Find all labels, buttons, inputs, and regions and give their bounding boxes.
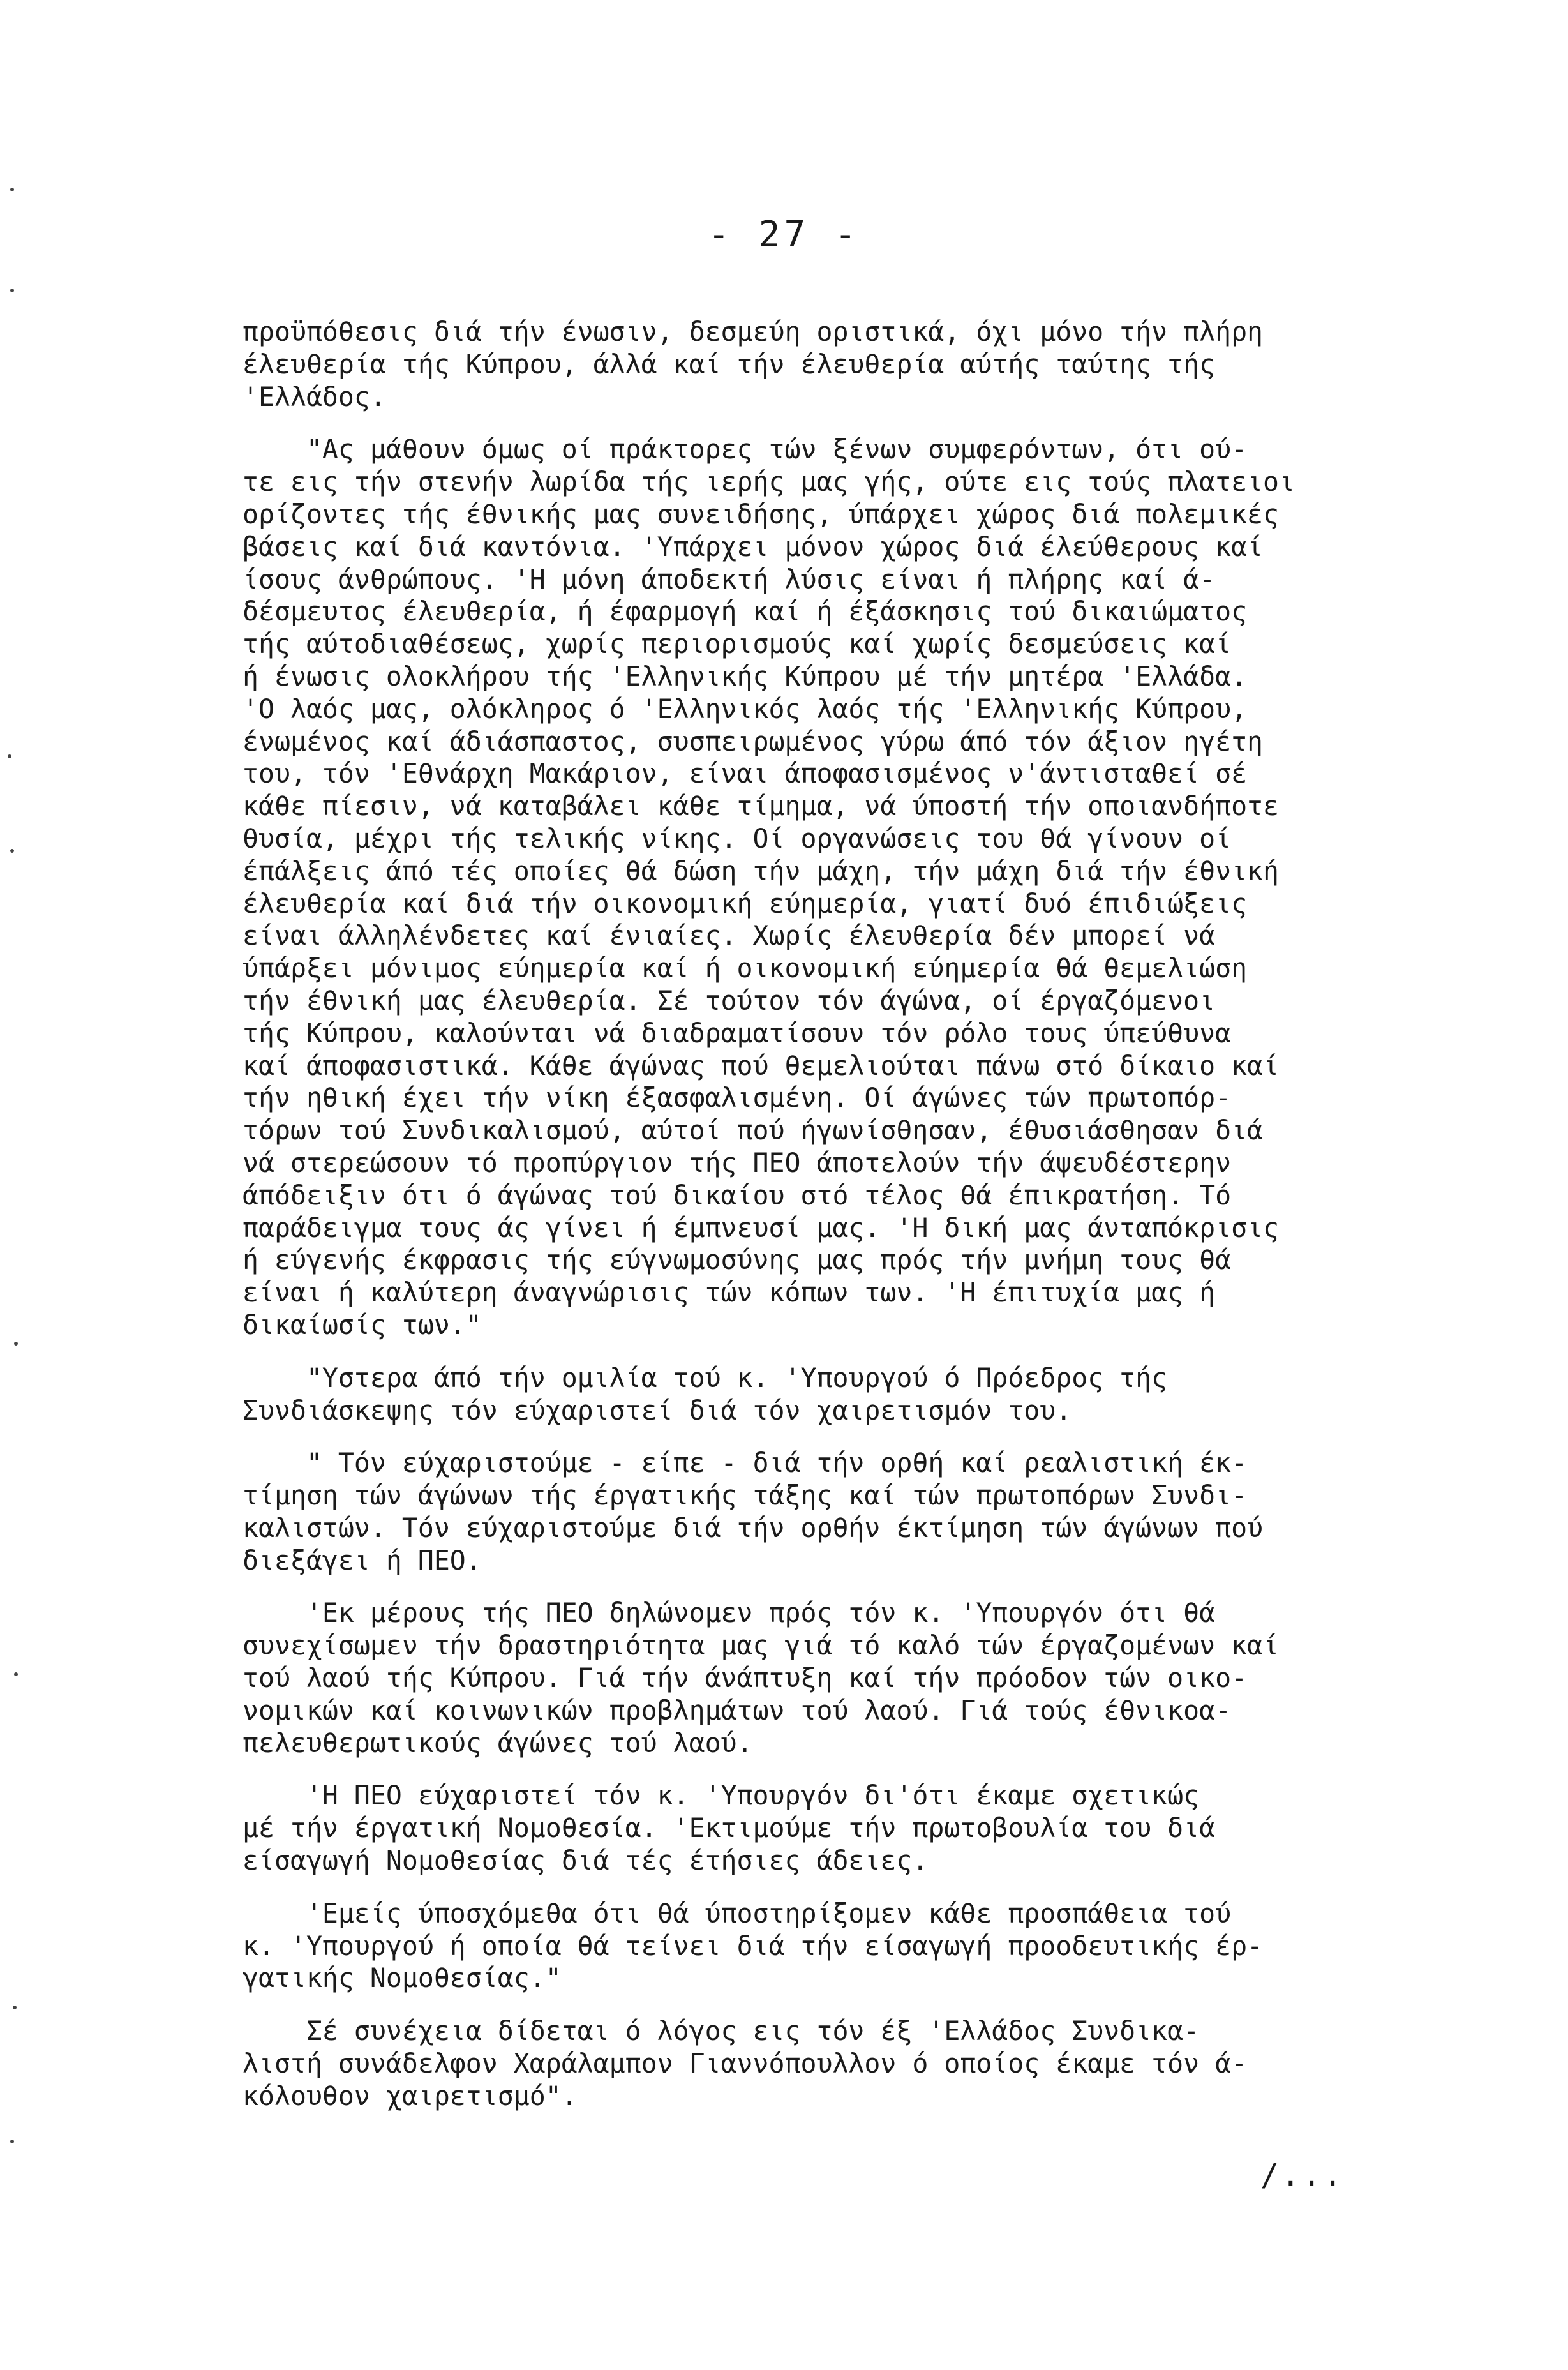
paragraph — [243, 1780, 1506, 1877]
margin-speck — [14, 1342, 18, 1346]
text-line: θυσία, μέχρι τής τελικής νίκης. Οί οργανώσεις του θά γίνουν οί — [243, 822, 1232, 854]
paragraph — [243, 433, 1506, 1341]
paragraph — [243, 2015, 1506, 2112]
text-line: τε εις τήν στενήν λωρίδα τής ιερής μας γής, ούτε εις τούς πλατειοι — [243, 466, 1295, 498]
text-line: κάθε πίεσιν, νά καταβάλει κάθε τίμημα, νά ύποστή τήν οποιανδήποτε — [243, 790, 1280, 822]
text-line: 'Ελλάδος. — [243, 380, 386, 412]
text-line: 'Εμείς ύποσχόμεθα ότι θά ύποστηρίξομεν κάθε προσπάθεια τού — [243, 1897, 1232, 1929]
text-line: έλευθερία καί διά τήν οικονομική εύημερία, γιατί δυό έπιδιώξεις — [243, 887, 1248, 919]
paragraph — [243, 1362, 1506, 1427]
margin-speck — [10, 188, 14, 191]
text-line: είναι άλληλένδετες καί ένιαίες. Χωρίς έλευθερία δέν μπορεί νά — [243, 920, 1216, 952]
text-line: κ. 'Υπουργού ή οποία θά τείνει διά τήν είσαγωγή προοδευτικής έρ- — [243, 1930, 1264, 1961]
text-line: ίσους άνθρώπους. 'Η μόνη άποδεκτή λύσις είναι ή πλήρης καί ά- — [243, 563, 1216, 595]
continuation-mark: /... — [1260, 2157, 1345, 2193]
text-line: Σέ συνέχεια δίδεται ό λόγος εις τόν έξ 'Ελλάδος Συνδικα- — [243, 2015, 1200, 2047]
text-line: 'Ο λαός μας, ολόκληρος ό 'Ελληνικός λαός τής 'Ελληνικής Κύπρου, — [243, 693, 1248, 724]
text-line: κόλουθον χαιρετισμό". — [243, 2080, 578, 2111]
text-line: " Τόν εύχαριστούμε - είπε - διά τήν ορθή καί ρεαλιστική έκ- — [243, 1447, 1248, 1479]
text-line: νομικών καί κοινωνικών προβλημάτων τού λαού. Γιά τούς έθνικοα- — [243, 1694, 1232, 1726]
margin-speck — [10, 849, 14, 853]
text-line: νά στερεώσουν τό προπύργιον τής ΠΕΟ άποτελούν τήν άψευδέστερην — [243, 1146, 1232, 1178]
text-line: λιστή συνάδελφον Χαράλαμπον Γιαννόπουλλον ό οποίος έκαμε τόν ά- — [243, 2048, 1248, 2080]
text-line: πελευθερωτικούς άγώνες τού λαού. — [243, 1727, 753, 1759]
margin-speck — [13, 2006, 17, 2009]
text-line: ορίζοντες τής έθνικής μας συνειδήσης, ύπάρχει χώρος διά πολεμικές — [243, 498, 1280, 530]
text-line: μέ τήν έργατική Νομοθεσία. 'Εκτιμούμε τήν πρωτοβουλία του διά — [243, 1812, 1216, 1844]
text-line: του, τόν 'Εθνάρχη Μακάριον, είναι άποφασισμένος ν'άντισταθεί σέ — [243, 758, 1248, 790]
text-line: διεξάγει ή ΠΕΟ. — [243, 1544, 482, 1576]
margin-speck — [8, 754, 11, 758]
text-line: "Υστερα άπό τήν ομιλία τού κ. 'Υπουργού ό Πρόεδρος τής — [243, 1361, 1168, 1393]
text-line: καλιστών. Τόν εύχαριστούμε διά τήν ορθήν έκτίμηση τών άγώνων πού — [243, 1511, 1264, 1543]
text-line: δέσμευτος έλευθερία, ή έφαρμογή καί ή έξάσκησις τού δικαιώματος — [243, 596, 1248, 627]
text-line: ένωμένος καί άδιάσπαστος, συσπειρωμένος γύρω άπό τόν άξιον ηγέτη — [243, 725, 1264, 757]
text-line: τόρων τού Συνδικαλισμού, αύτοί πού ήγωνίσθησαν, έθυσιάσθησαν διά — [243, 1114, 1264, 1146]
paragraph — [243, 1447, 1506, 1577]
text-line: έλευθερία τής Κύπρου, άλλά καί τήν έλευθερία αύτής ταύτης τής — [243, 348, 1216, 380]
paragraph — [243, 316, 1506, 413]
text-line: συνεχίσωμεν τήν δραστηριότητα μας γιά τό καλό τών έργαζομένων καί — [243, 1630, 1280, 1661]
text-line: τήν ηθική έχει τήν νίκη έξασφαλισμένη. Οί άγώνες τών πρωτοπόρ- — [243, 1082, 1232, 1114]
text-line: είσαγωγή Νομοθεσίας διά τές έτήσιες άδειες. — [243, 1845, 929, 1877]
text-line: "Ας μάθουν όμως οί πράκτορες τών ξένων συμφερόντων, ότι ού- — [243, 433, 1248, 465]
page-number: - 27 - — [708, 214, 860, 255]
text-line: δικαίωσίς των." — [243, 1309, 482, 1340]
margin-speck — [10, 289, 14, 292]
text-line: Συνδιάσκεψης τόν εύχαριστεί διά τόν χαιρετισμόν του. — [243, 1394, 1072, 1426]
text-line: άπόδειξιν ότι ό άγώνας τού δικαίου στό τέλος θά έπικρατήση. Τό — [243, 1179, 1232, 1211]
text-line: ή ένωσις ολοκλήρου τής 'Ελληνικής Κύπρου μέ τήν μητέρα 'Ελλάδα. — [243, 660, 1248, 692]
paragraph — [243, 1597, 1506, 1759]
text-line: βάσεις καί διά καντόνια. 'Υπάρχει μόνον χώρος διά έλεύθερους καί — [243, 530, 1264, 562]
text-line: ύπάρξει μόνιμος εύημερία καί ή οικονομική εύημερία θά θεμελιώση — [243, 952, 1248, 984]
text-line: γατικής Νομοθεσίας." — [243, 1962, 562, 1994]
text-line: προϋπόθεσις διά τήν ένωσιν, δεσμεύη οριστικά, όχι μόνο τήν πλήρη — [243, 316, 1264, 347]
text-line: τού λαού τής Κύπρου. Γιά τήν άνάπτυξη καί τήν πρόοδον τών οικο- — [243, 1662, 1248, 1694]
margin-speck — [14, 1672, 18, 1676]
text-line: τής αύτοδιαθέσεως, χωρίς περιορισμούς καί χωρίς δεσμεύσεις καί — [243, 628, 1232, 660]
margin-speck — [10, 2140, 14, 2143]
text-line: είναι ή καλύτερη άναγνώρισις τών κόπων των. 'Η έπιτυχία μας ή — [243, 1277, 1216, 1309]
text-line: 'Η ΠΕΟ εύχαριστεί τόν κ. 'Υπουργόν δι'ότι έκαμε σχετικώς — [243, 1780, 1200, 1811]
text-line: τής Κύπρου, καλούνται νά διαδραματίσουν τόν ρόλο τους ύπεύθυνα — [243, 1017, 1232, 1049]
text-line: τήν έθνική μας έλευθερία. Σέ τούτον τόν άγώνα, οί έργαζόμενοι — [243, 984, 1216, 1016]
text-line: έπάλξεις άπό τές οποίες θά δώση τήν μάχη, τήν μάχη διά τήν έθνική — [243, 855, 1280, 887]
text-line: τίμηση τών άγώνων τής έργατικής τάξης καί τών πρωτοπόρων Συνδι- — [243, 1480, 1248, 1511]
text-line: 'Εκ μέρους τής ΠΕΟ δηλώνομεν πρός τόν κ. 'Υπουργόν ότι θά — [243, 1597, 1216, 1629]
paragraph — [243, 1898, 1506, 1995]
text-line: παράδειγμα τους άς γίνει ή έμπνευσί μας. 'Η δική μας άνταπόκρισις — [243, 1211, 1280, 1243]
text-line: καί άποφασιστικά. Κάθε άγώνας πού θεμελιούται πάνω στό δίκαιο καί — [243, 1049, 1280, 1081]
text-line: ή εύγενής έκφρασις τής εύγνωμοσύνης μας πρός τήν μνήμη τους θά — [243, 1244, 1232, 1276]
document-body — [243, 316, 1506, 2113]
